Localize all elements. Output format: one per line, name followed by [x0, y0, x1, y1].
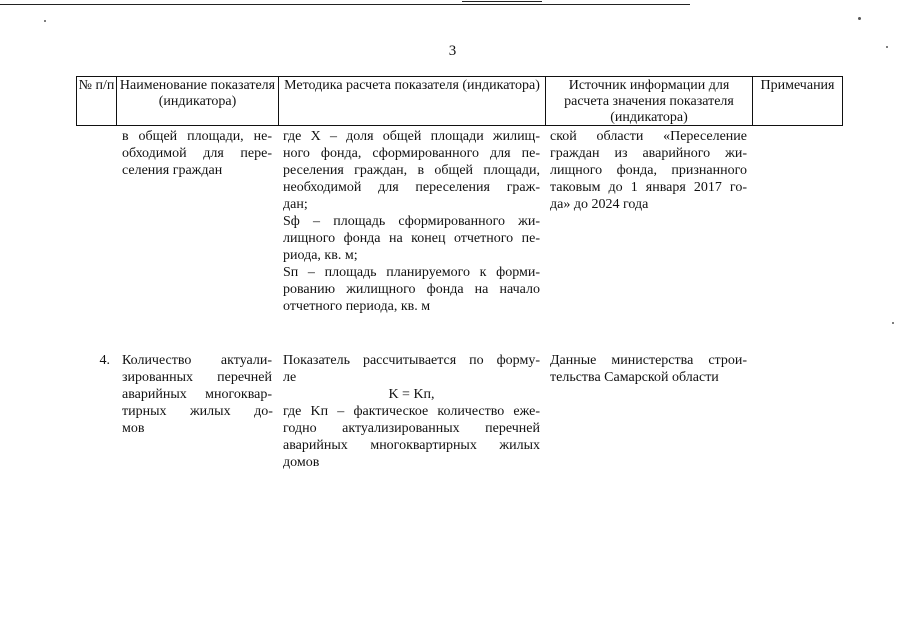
row2-formula: K = Kп,	[388, 387, 435, 402]
row1-method-line: дан;	[283, 197, 308, 212]
scan-speck	[44, 20, 46, 22]
row1-method-line: ного фонда, сформированного для пе-	[283, 146, 540, 161]
row1-name-line: селения граждан	[122, 163, 223, 178]
row2-number: 4.	[99, 353, 110, 368]
row2-method-line: годно актуализированных перечней	[283, 421, 540, 436]
header-notes-label: Примечания	[760, 78, 835, 93]
header-cell-number	[76, 76, 116, 126]
row1-source-line: ской области «Переселение	[550, 129, 747, 144]
row1-source-line: да» до 2024 года	[550, 197, 649, 212]
row1-method-line: реселения граждан, в общей площади,	[283, 163, 540, 178]
row2-method-cell	[283, 352, 540, 471]
scan-edge-line-short	[462, 1, 542, 2]
row2-method-line: где Kп – фактическое количество еже-	[283, 404, 540, 419]
row2-name-line: тирных жилых до-	[122, 404, 273, 419]
header-source-label: Источник информации для расчета значения показателя (индикатора)	[564, 78, 734, 125]
row1-method-line: Sф – площадь сформированного жи-	[283, 214, 540, 229]
row1-method-line: риода, кв. м;	[283, 248, 358, 263]
scan-speck	[858, 17, 861, 20]
header-cell-notes	[752, 76, 843, 126]
row1-source-line: таковым до 1 января 2017 го-	[550, 180, 747, 195]
page-number: 3	[448, 43, 457, 59]
row1-name-cell	[122, 128, 272, 179]
row1-method-line: где X – доля общей площади жилищ-	[283, 129, 540, 144]
scan-edge-line	[0, 4, 690, 5]
row2-method-line: домов	[283, 455, 320, 470]
row2-method-line: аварийных многоквартирных жилых	[283, 438, 540, 453]
row1-name-line: в общей площади, не-	[122, 129, 272, 144]
row2-name-line: Количество актуали-	[122, 353, 272, 368]
row2-source-line: Данные министерства строи-	[550, 353, 747, 368]
header-cell-source	[545, 76, 752, 126]
header-name-label: Наименование показателя (индикатора)	[119, 78, 276, 109]
row2-name-line: зированных перечней	[122, 370, 272, 385]
header-number-label: № п/п	[78, 78, 115, 93]
scan-speck	[892, 322, 894, 324]
row1-method-line: лищного фонда на конец отчетного пе-	[283, 231, 540, 246]
header-cell-name	[116, 76, 278, 126]
row2-name-line: аварийных многоквар-	[122, 387, 272, 402]
row2-method-line: Показатель рассчитывается по форму-	[283, 353, 540, 368]
row1-source-line: лищного фонда, признанного	[550, 163, 747, 178]
row1-source-cell	[550, 128, 747, 213]
row1-source-line: граждан из аварийного жи-	[550, 146, 747, 161]
row2-source-line: тельства Самарской области	[550, 370, 719, 385]
header-cell-method	[278, 76, 545, 126]
row2-source-cell	[550, 352, 747, 386]
row1-method-line: рованию жилищного фонда на начало	[283, 282, 540, 297]
row2-name-line: мов	[122, 421, 145, 436]
row1-method-line: Sп – площадь планируемого к форми-	[283, 265, 540, 280]
row2-method-line: ле	[283, 370, 297, 385]
row1-method-cell	[283, 128, 540, 315]
row1-method-line: отчетного периода, кв. м	[283, 299, 431, 314]
row1-method-line: необходимой для переселения граж-	[283, 180, 540, 195]
row1-name-line: обходимой для пере-	[122, 146, 272, 161]
row2-name-cell	[122, 352, 272, 437]
header-method-label: Методика расчета показателя (индикатора)	[284, 78, 540, 93]
